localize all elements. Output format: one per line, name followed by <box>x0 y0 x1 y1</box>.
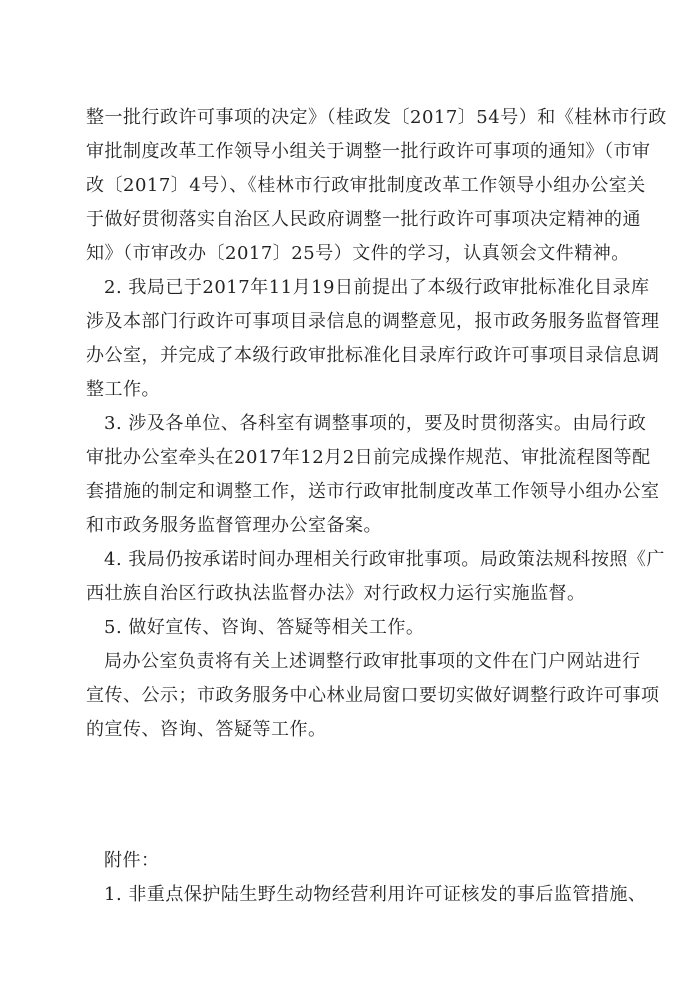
attachment-item: 1. 非重点保护陆生野生动物经营利用许可证核发的事后监管措施、 <box>104 884 647 905</box>
paragraph-line: 的宣传、咨询、答疑等工作。 <box>86 719 327 740</box>
paragraph-line: 办公室，并完成了本级行政审批标准化目录库行政许可事项目录信息调 <box>86 345 660 366</box>
paragraph-line: 和市政务服务监督管理办公室备案。 <box>86 515 382 536</box>
paragraph-line: 西壮族自治区行政执法监督办法》对行政权力运行实施监督。 <box>86 583 586 604</box>
paragraph-line: 知》（市审改办〔2017〕25号）文件的学习，认真领会文件精神。 <box>86 243 630 264</box>
item-4-line: 4. 我局仍按承诺时间办理相关行政审批事项。局政策法规科按照《广 <box>104 549 665 570</box>
paragraph-line: 涉及本部门行政许可事项目录信息的调整意见，报市政务服务监督管理 <box>86 311 660 332</box>
document-body <box>86 101 667 912</box>
item-2-line: 2. 我局已于2017年11月19日前提出了本级行政审批标准化目录库 <box>104 277 650 298</box>
item-3-line: 3. 涉及各单位、各科室有调整事项的，要及时贯彻落实。由局行政 <box>104 413 647 434</box>
paragraph-line: 审批办公室牵头在2017年12月2日前完成操作规范、审批流程图等配 <box>86 447 651 468</box>
closing-paragraph-line: 局办公室负责将有关上述调整行政审批事项的文件在门户网站进行 <box>104 651 641 672</box>
section-spacer <box>86 747 646 844</box>
paragraph-line: 审批制度改革工作领导小组关于调整一批行政许可事项的通知》（市审 <box>86 141 651 162</box>
paragraph-line: 宣传、公示；市政务服务中心林业局窗口要切实做好调整行政许可事项 <box>86 685 660 706</box>
attachment-heading: 附件： <box>104 850 160 871</box>
paragraph-line: 整工作。 <box>86 379 160 400</box>
paragraph-line: 改〔2017〕4号）、《桂林市行政审批制度改革工作领导小组办公室关 <box>86 175 646 196</box>
item-5-line: 5. 做好宣传、咨询、答疑等相关工作。 <box>104 617 425 638</box>
paragraph-line: 整一批行政许可事项的决定》（桂政发〔2017〕54号）和《桂林市行政 <box>86 107 667 128</box>
paragraph-line: 套措施的制定和调整工作，送市行政审批制度改革工作领导小组办公室 <box>86 481 660 502</box>
paragraph-line: 于做好贯彻落实自治区人民政府调整一批行政许可事项决定精神的通 <box>86 209 641 230</box>
